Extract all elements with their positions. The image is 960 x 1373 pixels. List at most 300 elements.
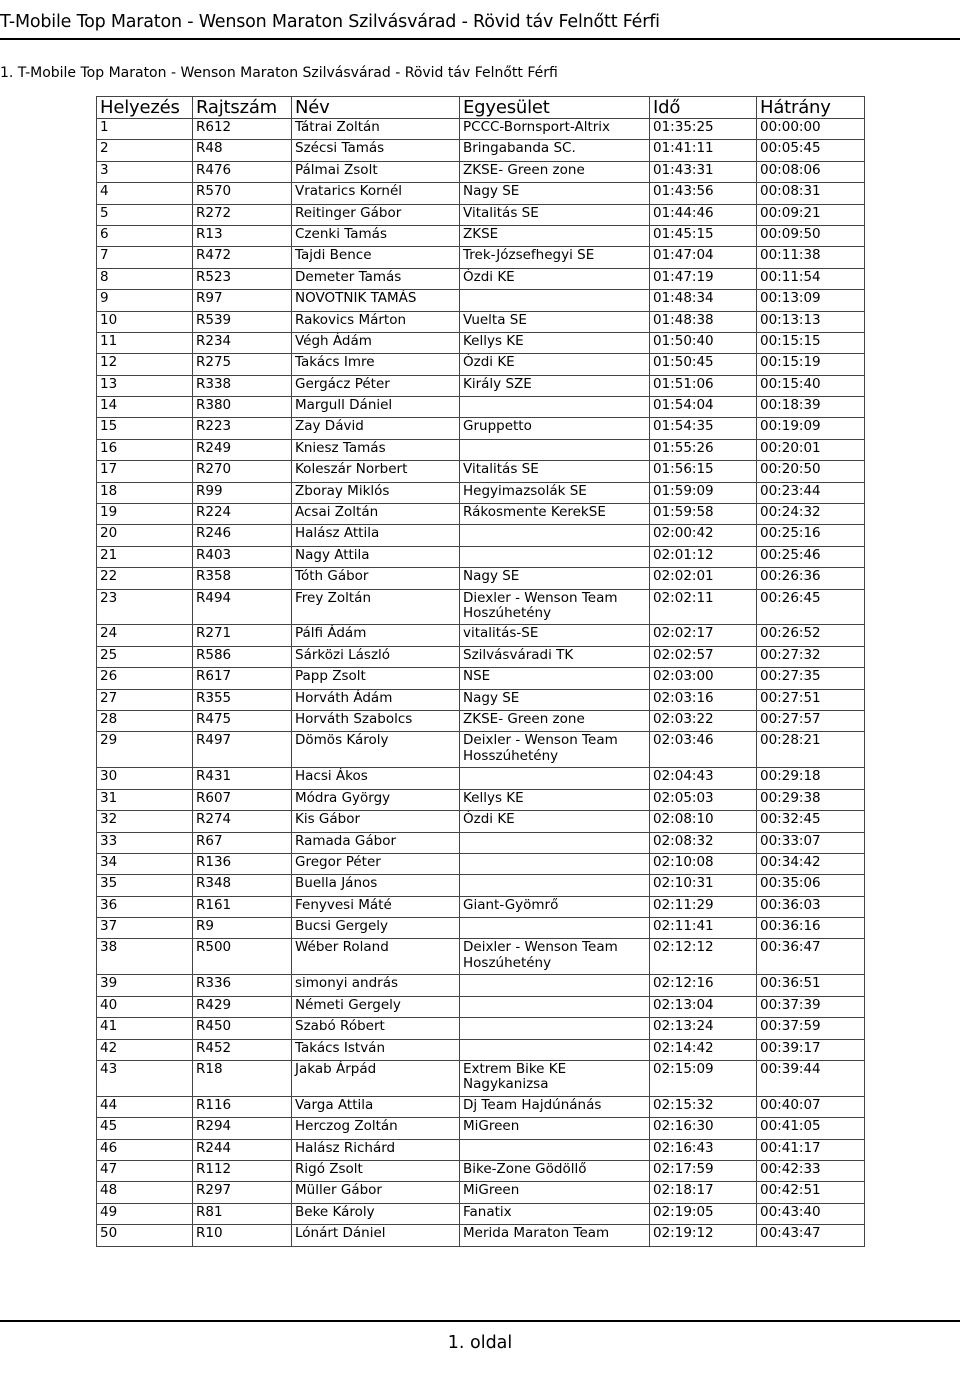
cell-gap: 00:41:05 [757,1118,865,1139]
cell-rank: 46 [97,1139,193,1160]
cell-rank: 4 [97,183,193,204]
cell-time: 01:43:31 [650,161,757,182]
cell-club: Ózdi KE [460,268,650,289]
cell-time: 02:02:17 [650,625,757,646]
cell-name: Halász Attila [292,525,460,546]
cell-time: 02:10:08 [650,853,757,874]
cell-time: 02:03:00 [650,668,757,689]
cell-bib: R403 [193,546,292,567]
cell-bib: R67 [193,832,292,853]
cell-gap: 00:23:44 [757,482,865,503]
cell-club: NSE [460,668,650,689]
cell-name: Ramada Gábor [292,832,460,853]
cell-time: 02:01:12 [650,546,757,567]
cell-time: 01:45:15 [650,225,757,246]
cell-rank: 33 [97,832,193,853]
cell-gap: 00:27:51 [757,689,865,710]
cell-name: Wéber Roland [292,939,460,975]
cell-bib: R9 [193,918,292,939]
cell-gap: 00:24:32 [757,504,865,525]
cell-gap: 00:26:36 [757,568,865,589]
cell-gap: 00:08:06 [757,161,865,182]
table-row [97,646,865,667]
cell-rank: 10 [97,311,193,332]
table-row [97,1203,865,1224]
cell-bib: R355 [193,689,292,710]
cell-rank: 37 [97,918,193,939]
cell-name: Fenyvesi Máté [292,896,460,917]
table-row [97,375,865,396]
cell-time: 02:03:22 [650,711,757,732]
cell-name: Reitinger Gábor [292,204,460,225]
cell-gap: 00:42:51 [757,1182,865,1203]
table-row [97,482,865,503]
table-row [97,119,865,140]
cell-gap: 00:27:35 [757,668,865,689]
cell-gap: 00:13:13 [757,311,865,332]
cell-name: Tátrai Zoltán [292,119,460,140]
cell-bib: R249 [193,439,292,460]
cell-name: Rakovics Márton [292,311,460,332]
cell-bib: R494 [193,589,292,625]
cell-bib: R112 [193,1160,292,1181]
cell-rank: 1 [97,119,193,140]
cell-bib: R336 [193,975,292,996]
cell-time: 02:19:05 [650,1203,757,1224]
cell-club [460,1018,650,1039]
cell-gap: 00:28:21 [757,732,865,768]
cell-club: Trek-Józsefhegyi SE [460,247,650,268]
table-row [97,1118,865,1139]
cell-club: Deixler - Wenson Team Hoszúhetény [460,939,650,975]
cell-time: 01:55:26 [650,439,757,460]
cell-gap: 00:33:07 [757,832,865,853]
cell-club: ZKSE- Green zone [460,161,650,182]
cell-rank: 7 [97,247,193,268]
cell-club: Kellys KE [460,332,650,353]
results-section-title: 1. T-Mobile Top Maraton - Wenson Maraton Szilvásvárad - Rövid táv Felnőtt Férfi [0,65,558,81]
header-divider [0,38,960,40]
table-row [97,1039,865,1060]
cell-bib: R472 [193,247,292,268]
cell-time: 01:44:46 [650,204,757,225]
cell-bib: R99 [193,482,292,503]
cell-gap: 00:13:09 [757,290,865,311]
cell-club [460,853,650,874]
cell-rank: 27 [97,689,193,710]
cell-rank: 31 [97,789,193,810]
cell-bib: R274 [193,811,292,832]
cell-name: Lónárt Dániel [292,1225,460,1246]
cell-rank: 14 [97,397,193,418]
cell-rank: 32 [97,811,193,832]
cell-club: Vitalitás SE [460,461,650,482]
cell-name: Frey Zoltán [292,589,460,625]
cell-club: Rákosmente KerekSE [460,504,650,525]
cell-club: MiGreen [460,1118,650,1139]
cell-rank: 29 [97,732,193,768]
cell-rank: 8 [97,268,193,289]
cell-gap: 00:27:32 [757,646,865,667]
cell-name: Müller Gábor [292,1182,460,1203]
cell-time: 01:59:58 [650,504,757,525]
table-row [97,732,865,768]
cell-time: 02:05:03 [650,789,757,810]
cell-club: MiGreen [460,1182,650,1203]
cell-club: Nagy SE [460,568,650,589]
cell-name: Németi Gergely [292,996,460,1017]
cell-rank: 3 [97,161,193,182]
cell-rank: 28 [97,711,193,732]
cell-time: 02:12:16 [650,975,757,996]
column-header-time: Idő [650,97,757,119]
table-row [97,689,865,710]
cell-club: Ózdi KE [460,354,650,375]
cell-club: ZKSE- Green zone [460,711,650,732]
cell-gap: 00:41:17 [757,1139,865,1160]
cell-bib: R116 [193,1096,292,1117]
cell-club [460,290,650,311]
cell-gap: 00:36:51 [757,975,865,996]
cell-club: Kellys KE [460,789,650,810]
table-row [97,1182,865,1203]
cell-club: Szilvásváradi TK [460,646,650,667]
cell-gap: 00:32:45 [757,811,865,832]
cell-bib: R539 [193,311,292,332]
cell-rank: 40 [97,996,193,1017]
table-row [97,918,865,939]
table-row [97,975,865,996]
cell-name: Szécsi Tamás [292,140,460,161]
column-header-club: Egyesület [460,97,650,119]
cell-time: 02:18:17 [650,1182,757,1203]
cell-club: Vitalitás SE [460,204,650,225]
table-row [97,268,865,289]
table-row [97,183,865,204]
cell-gap: 00:26:45 [757,589,865,625]
cell-gap: 00:09:50 [757,225,865,246]
table-row [97,896,865,917]
cell-time: 02:04:43 [650,768,757,789]
table-row [97,290,865,311]
cell-time: 02:02:57 [650,646,757,667]
cell-time: 01:51:06 [650,375,757,396]
cell-time: 01:56:15 [650,461,757,482]
cell-rank: 48 [97,1182,193,1203]
cell-time: 01:41:11 [650,140,757,161]
cell-gap: 00:05:45 [757,140,865,161]
column-header-bib: Rajtszám [193,97,292,119]
cell-bib: R224 [193,504,292,525]
cell-name: Margull Dániel [292,397,460,418]
cell-club [460,1039,650,1060]
cell-name: Szabó Róbert [292,1018,460,1039]
cell-name: Takács István [292,1039,460,1060]
cell-club: Dj Team Hajdúnánás [460,1096,650,1117]
cell-time: 01:43:56 [650,183,757,204]
cell-club [460,975,650,996]
cell-rank: 17 [97,461,193,482]
cell-club [460,832,650,853]
cell-club [460,875,650,896]
cell-gap: 00:29:38 [757,789,865,810]
column-header-name: Név [292,97,460,119]
cell-time: 02:16:43 [650,1139,757,1160]
cell-gap: 00:40:07 [757,1096,865,1117]
table-row [97,832,865,853]
table-header-row [97,97,865,119]
cell-time: 02:02:01 [650,568,757,589]
table-row [97,1018,865,1039]
cell-name: Herczog Zoltán [292,1118,460,1139]
cell-club: Nagy SE [460,689,650,710]
cell-time: 01:50:45 [650,354,757,375]
table-row [97,546,865,567]
cell-club [460,397,650,418]
cell-club [460,768,650,789]
cell-time: 02:13:04 [650,996,757,1017]
cell-time: 02:11:41 [650,918,757,939]
cell-bib: R431 [193,768,292,789]
cell-club: Gruppetto [460,418,650,439]
cell-rank: 5 [97,204,193,225]
cell-rank: 44 [97,1096,193,1117]
table-row [97,768,865,789]
cell-name: Végh Ádám [292,332,460,353]
cell-name: Horváth Szabolcs [292,711,460,732]
cell-gap: 00:25:46 [757,546,865,567]
cell-gap: 00:00:00 [757,119,865,140]
cell-bib: R136 [193,853,292,874]
cell-time: 02:03:16 [650,689,757,710]
cell-club: Vuelta SE [460,311,650,332]
cell-gap: 00:29:18 [757,768,865,789]
table-row [97,461,865,482]
cell-name: Módra György [292,789,460,810]
cell-club: Bringabanda SC. [460,140,650,161]
cell-bib: R358 [193,568,292,589]
table-row [97,311,865,332]
column-header-gap: Hátrány [757,97,865,119]
table-row [97,439,865,460]
table-row [97,525,865,546]
cell-time: 02:15:32 [650,1096,757,1117]
cell-name: Pálfi Ádám [292,625,460,646]
table-row [97,1060,865,1096]
cell-club [460,439,650,460]
cell-bib: R450 [193,1018,292,1039]
cell-bib: R234 [193,332,292,353]
cell-name: Koleszár Norbert [292,461,460,482]
cell-rank: 18 [97,482,193,503]
cell-club: Ózdi KE [460,811,650,832]
cell-rank: 38 [97,939,193,975]
cell-rank: 39 [97,975,193,996]
table-row [97,568,865,589]
cell-name: Dömös Károly [292,732,460,768]
cell-rank: 41 [97,1018,193,1039]
cell-name: Vratarics Kornél [292,183,460,204]
cell-rank: 35 [97,875,193,896]
cell-rank: 6 [97,225,193,246]
cell-gap: 00:26:52 [757,625,865,646]
cell-time: 02:11:29 [650,896,757,917]
table-row [97,225,865,246]
cell-time: 01:59:09 [650,482,757,503]
table-row [97,1139,865,1160]
table-row [97,589,865,625]
cell-club: Fanatix [460,1203,650,1224]
cell-gap: 00:42:33 [757,1160,865,1181]
cell-time: 01:54:04 [650,397,757,418]
table-row [97,418,865,439]
cell-name: Kis Gábor [292,811,460,832]
table-row [97,875,865,896]
document-header-title: T-Mobile Top Maraton - Wenson Maraton Szilvásvárad - Rövid táv Felnőtt Férfi [0,12,660,32]
cell-name: Gergácz Péter [292,375,460,396]
cell-bib: R97 [193,290,292,311]
cell-time: 02:00:42 [650,525,757,546]
cell-gap: 00:43:40 [757,1203,865,1224]
cell-rank: 26 [97,668,193,689]
cell-bib: R475 [193,711,292,732]
cell-bib: R297 [193,1182,292,1203]
cell-bib: R48 [193,140,292,161]
cell-rank: 36 [97,896,193,917]
cell-club: Bike-Zone Gödöllő [460,1160,650,1181]
cell-time: 02:10:31 [650,875,757,896]
cell-name: Papp Zsolt [292,668,460,689]
cell-club [460,1139,650,1160]
cell-time: 01:47:19 [650,268,757,289]
cell-bib: R81 [193,1203,292,1224]
cell-name: Bucsi Gergely [292,918,460,939]
cell-time: 02:14:42 [650,1039,757,1060]
cell-rank: 50 [97,1225,193,1246]
cell-rank: 2 [97,140,193,161]
table-row [97,1225,865,1246]
cell-bib: R18 [193,1060,292,1096]
cell-bib: R452 [193,1039,292,1060]
cell-gap: 00:08:31 [757,183,865,204]
cell-name: Acsai Zoltán [292,504,460,525]
footer-divider [0,1320,960,1322]
cell-gap: 00:19:09 [757,418,865,439]
cell-club: Merida Maraton Team [460,1225,650,1246]
cell-bib: R275 [193,354,292,375]
table-row [97,504,865,525]
table-row [97,332,865,353]
table-row [97,1096,865,1117]
cell-name: simonyi andrás [292,975,460,996]
cell-gap: 00:39:17 [757,1039,865,1060]
cell-bib: R161 [193,896,292,917]
cell-gap: 00:09:21 [757,204,865,225]
cell-time: 02:08:10 [650,811,757,832]
table-row [97,1160,865,1181]
cell-name: Tóth Gábor [292,568,460,589]
cell-gap: 00:36:16 [757,918,865,939]
table-row [97,996,865,1017]
cell-rank: 9 [97,290,193,311]
cell-gap: 00:35:06 [757,875,865,896]
cell-rank: 42 [97,1039,193,1060]
cell-rank: 34 [97,853,193,874]
table-row [97,161,865,182]
table-row [97,204,865,225]
cell-bib: R497 [193,732,292,768]
cell-club: Deixler - Wenson Team Hosszúhetény [460,732,650,768]
cell-gap: 00:36:47 [757,939,865,975]
cell-club: Hegyimazsolák SE [460,482,650,503]
cell-club [460,918,650,939]
cell-name: Beke Károly [292,1203,460,1224]
cell-gap: 00:11:54 [757,268,865,289]
cell-time: 02:17:59 [650,1160,757,1181]
cell-bib: R13 [193,225,292,246]
cell-name: Zboray Miklós [292,482,460,503]
cell-bib: R348 [193,875,292,896]
cell-name: Horváth Ádám [292,689,460,710]
cell-bib: R294 [193,1118,292,1139]
cell-name: Nagy Attila [292,546,460,567]
cell-club [460,996,650,1017]
cell-gap: 00:43:47 [757,1225,865,1246]
table-row [97,668,865,689]
cell-rank: 49 [97,1203,193,1224]
cell-bib: R246 [193,525,292,546]
cell-rank: 20 [97,525,193,546]
cell-gap: 00:15:19 [757,354,865,375]
cell-rank: 25 [97,646,193,667]
cell-club: Király SZE [460,375,650,396]
cell-club [460,525,650,546]
cell-gap: 00:27:57 [757,711,865,732]
cell-time: 02:03:46 [650,732,757,768]
table-row [97,789,865,810]
cell-bib: R270 [193,461,292,482]
cell-rank: 43 [97,1060,193,1096]
cell-rank: 11 [97,332,193,353]
cell-name: Halász Richárd [292,1139,460,1160]
cell-bib: R617 [193,668,292,689]
cell-club: Diexler - Wenson Team Hoszúhetény [460,589,650,625]
cell-bib: R523 [193,268,292,289]
cell-bib: R380 [193,397,292,418]
cell-rank: 19 [97,504,193,525]
cell-bib: R612 [193,119,292,140]
cell-bib: R271 [193,625,292,646]
table-row [97,811,865,832]
cell-name: Tajdi Bence [292,247,460,268]
results-table [96,96,865,1247]
cell-club: vitalitás-SE [460,625,650,646]
cell-bib: R476 [193,161,292,182]
cell-time: 01:50:40 [650,332,757,353]
table-row [97,397,865,418]
cell-name: Varga Attila [292,1096,460,1117]
cell-name: Zay Dávid [292,418,460,439]
cell-name: Rigó Zsolt [292,1160,460,1181]
table-row [97,247,865,268]
cell-rank: 24 [97,625,193,646]
cell-gap: 00:15:15 [757,332,865,353]
cell-club: Extrem Bike KE Nagykanizsa [460,1060,650,1096]
cell-rank: 16 [97,439,193,460]
cell-name: Czenki Tamás [292,225,460,246]
table-row [97,140,865,161]
cell-bib: R338 [193,375,292,396]
